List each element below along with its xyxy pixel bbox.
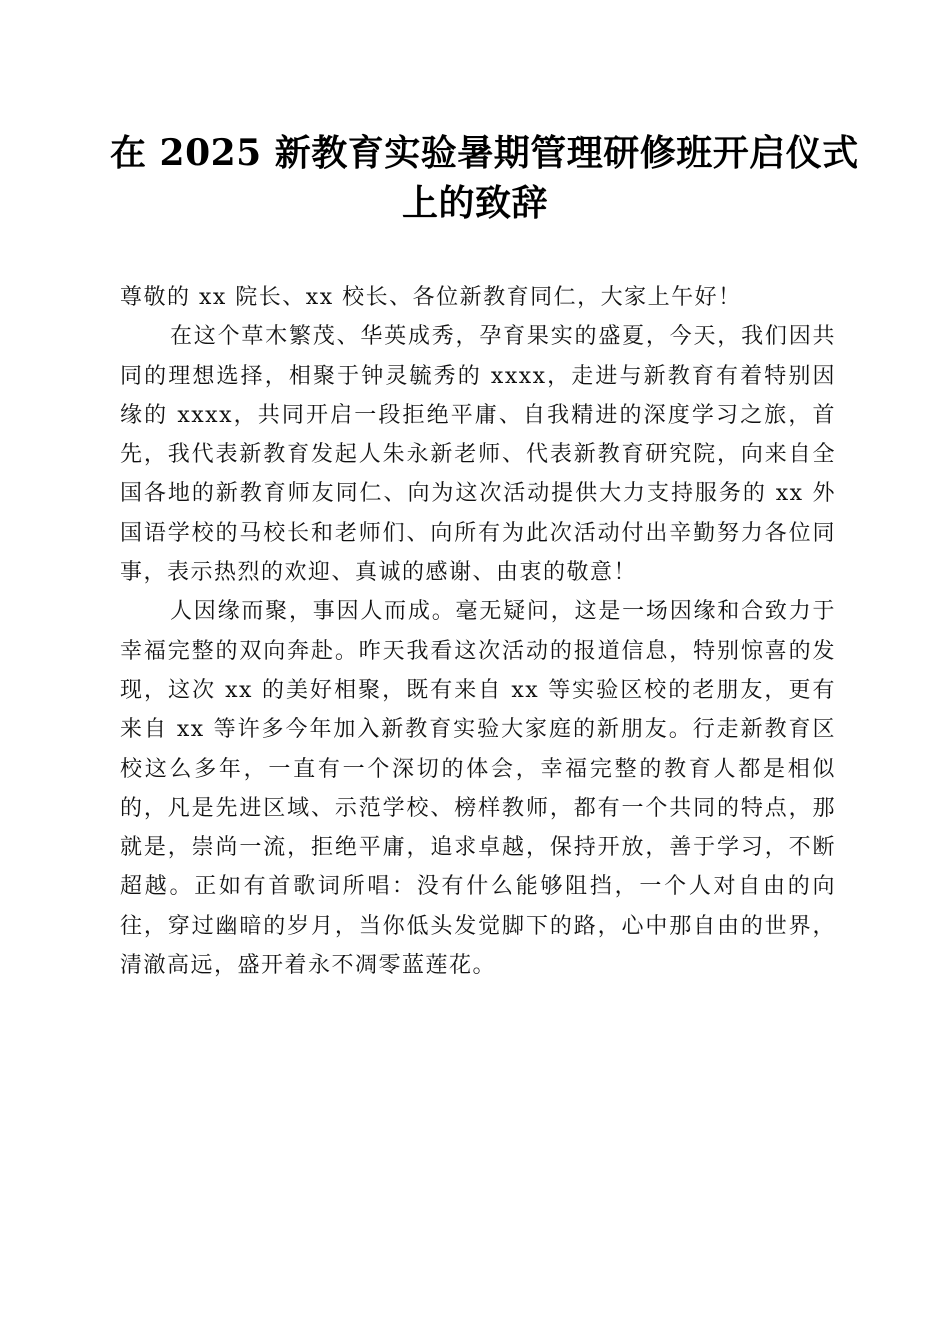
document-body	[120, 278, 836, 985]
salutation: 尊敬的 xx 院长、xx 校长、各位新教育同仁，大家上午好！	[120, 285, 742, 310]
title-line-1: 在 2025 新教育实验暑期管理研修班开启仪式	[110, 132, 859, 174]
document-title	[110, 128, 859, 228]
paragraph-welcome: 在这个草木繁茂、华英成秀，孕育果实的盛夏，今天，我们因共同的理想选择，相聚于钟灵毓秀的 xxxx，走进与新教育有着特别因缘的 xxxx，共同开启一段拒绝平庸、自我精进的深度学习之旅，首先，我代表新教育发起人朱永新老师、代表新教育研究院，向来自全国各地的新教育师友同仁、向为这次活动提供大力支持服务的 xx 外国语学校的马校长和老师们、向所有为此次活动付出辛勤努力各位同事，表示热烈的欢迎、真诚的感谢、由衷的敬意！	[120, 324, 836, 586]
title-line-2: 上的致辞	[401, 182, 548, 224]
paragraph-gathering: 人因缘而聚，事因人而成。毫无疑问，这是一场因缘和合致力于幸福完整的双向奔赴。昨天我看这次活动的报道信息，特别惊喜的发现，这次 xx 的美好相聚，既有来自 xx 等实验区校的老朋友，更有来自 xx 等许多今年加入新教育实验大家庭的新朋友。行走新教育区校这么多年，一直有一个深切的体会，幸福完整的教育人都是相似的，凡是先进区域、示范学校、榜样教师，都有一个共同的特点，那就是，崇尚一流，拒绝平庸，追求卓越，保持开放，善于学习，不断超越。正如有首歌词所唱：没有什么能够阻挡，一个人对自由的向往，穿过幽暗的岁月，当你低头发觉脚下的路，心中那自由的世界，清澈高远，盛开着永不凋零蓝莲花。	[120, 599, 836, 979]
